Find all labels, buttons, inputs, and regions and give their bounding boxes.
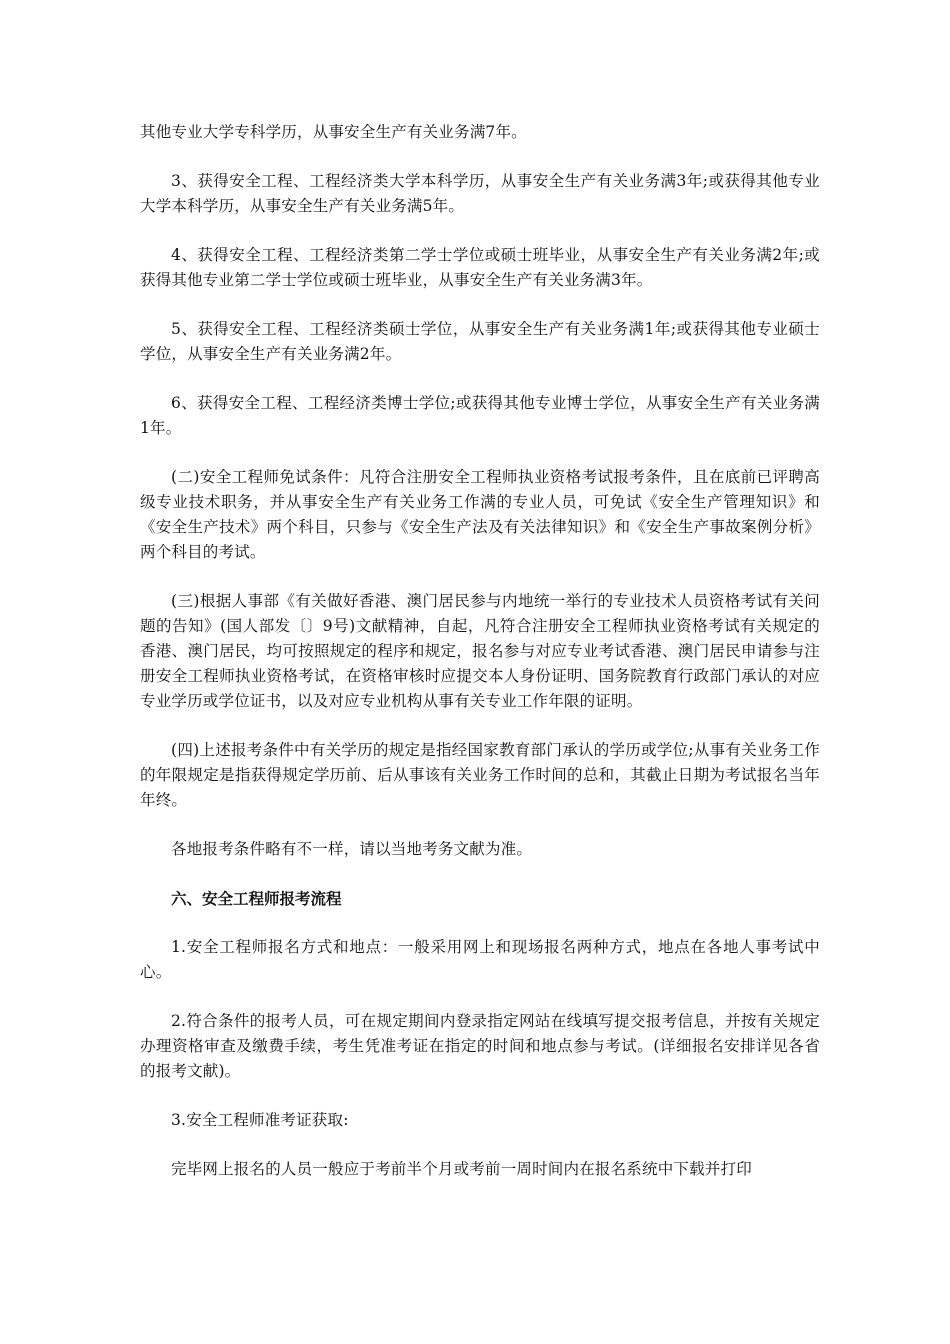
paragraph-education-rules: (四)上述报考条件中有关学历的规定是指经国家教育部门承认的学历或学位;从事有关业务工作的年限规定是指获得规定学历前、后从事该有关业务工作时间的总和，其截止日期为考试报名当年年终。	[140, 741, 820, 809]
document-page	[140, 120, 820, 1206]
paragraph-local-note: 各地报考条件略有不一样，请以当地考务文献为准。	[171, 840, 533, 858]
paragraph-process-1: 1.安全工程师报名方式和地点：一般采用网上和现场报名两种方式，地点在各地人事考试中心。	[140, 938, 820, 981]
paragraph-condition-4: 4、获得安全工程、工程经济类第二学士学位或硕士班毕业，从事安全生产有关业务满2年;或获得其他专业第二学士学位或硕士班毕业，从事安全生产有关业务满3年。	[140, 246, 820, 289]
paragraph-process-detail: 完毕网上报名的人员一般应于考前半个月或考前一周时间内在报名系统中下载并打印	[171, 1160, 752, 1178]
paragraph-hk-macau: (三)根据人事部《有关做好香港、澳门居民参与内地统一举行的专业技术人员资格考试有关问题的告知》(国人部发〔〕9号)文献精神，自起，凡符合注册安全工程师执业资格考试有关规定的香港、澳门居民，均可按照规定的程序和规定，报名参与对应专业考试香港、澳门居民申请参与注册安全工程师执业资格考试，在资格审核时应提交本人身份证明、国务院教育行政部门承认的对应专业学历或学位证书，以及对应专业机构从事有关专业工作年限的证明。	[140, 592, 820, 710]
paragraph-process-3: 3.安全工程师准考证获取:	[171, 1111, 349, 1129]
section-heading: 六、安全工程师报考流程	[171, 889, 342, 908]
paragraph-process-2: 2.符合条件的报考人员，可在规定期间内登录指定网站在线填写提交报考信息，并按有关规定办理资格审查及缴费手续，考生凭准考证在指定的时间和地点参与考试。(详细报名安排详见各省的报考文献)。	[140, 1012, 820, 1080]
paragraph-condition-3: 3、获得安全工程、工程经济类大学本科学历，从事安全生产有关业务满3年;或获得其他专业大学本科学历，从事安全生产有关业务满5年。	[140, 172, 820, 215]
paragraph-continuation: 其他专业大学专科学历，从事安全生产有关业务满7年。	[140, 123, 527, 141]
paragraph-exemption: (二)安全工程师免试条件：凡符合注册安全工程师执业资格考试报考条件，且在底前已评聘高级专业技术职务，并从事安全生产有关业务工作满的专业人员，可免试《安全生产管理知识》和《安全生产技术》两个科目，只参与《安全生产法及有关法律知识》和《安全生产事故案例分析》两个科目的考试。	[140, 468, 820, 561]
paragraph-condition-5: 5、获得安全工程、工程经济类硕士学位，从事安全生产有关业务满1年;或获得其他专业硕士学位，从事安全生产有关业务满2年。	[140, 320, 820, 363]
paragraph-condition-6: 6、获得安全工程、工程经济类博士学位;或获得其他专业博士学位，从事安全生产有关业务满1年。	[140, 394, 820, 437]
